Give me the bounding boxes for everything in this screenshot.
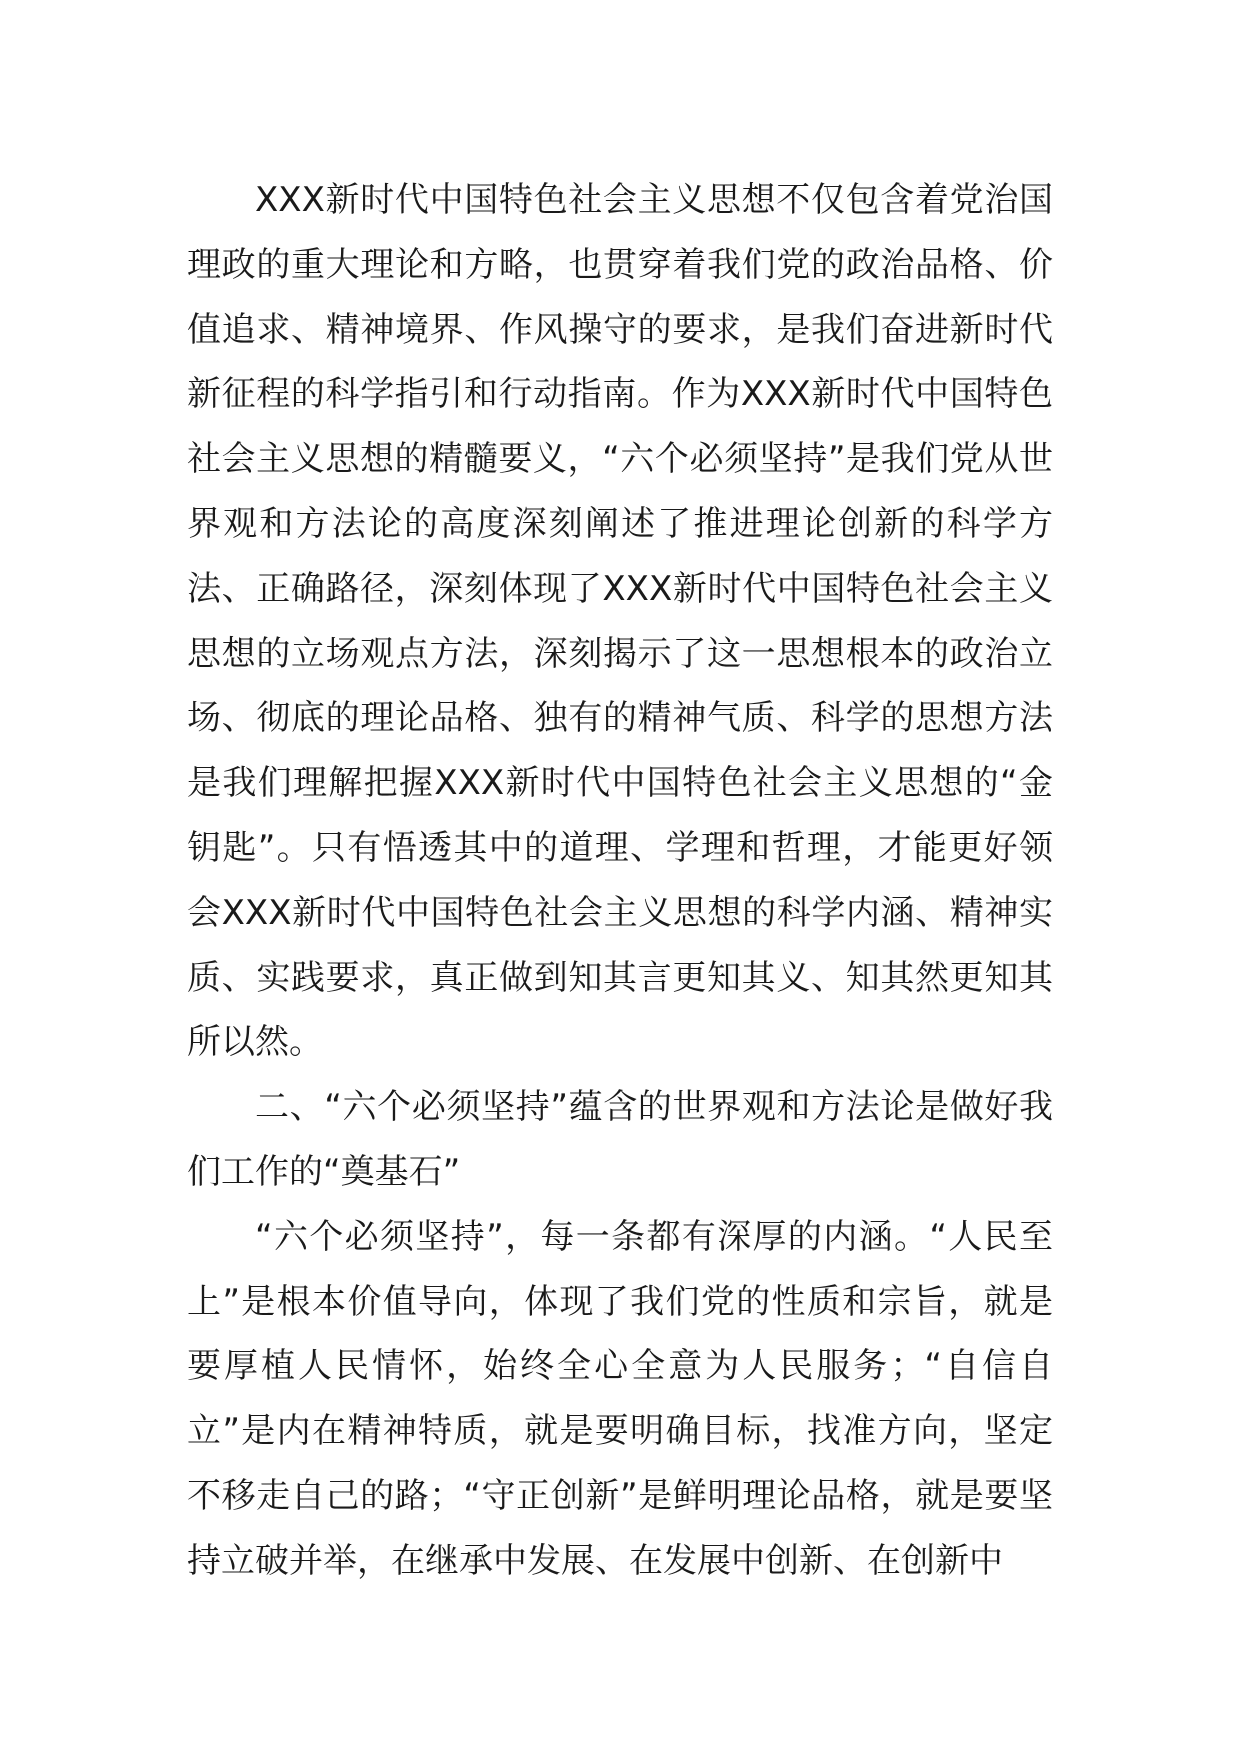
document-body [187, 168, 1053, 1594]
section-heading: 二、“六个必须坚持”蕴含的世界观和方法论是做好我们工作的“奠基石” [187, 1087, 1053, 1192]
paragraph-six-principles: “六个必须坚持”，每一条都有深厚的内涵。“人民至上”是根本价值导向，体现了我们党的性质和宗旨，就是要厚植人民情怀，始终全心全意为人民服务；“自信自立”是内在精神特质，就是要明确目标，找准方向，坚定不移走自己的路；“守正创新”是鲜明理论品格，就是要坚持立破并举，在继承中发展、在发展中创新、在创新中 [187, 1216, 1053, 1581]
paragraph-intro: XXX新时代中国特色社会主义思想不仅包含着党治国理政的重大理论和方略，也贯穿着我们党的政治品格、价值追求、精神境界、作风操守的要求，是我们奋进新时代新征程的科学指引和行动指南。作为XXX新时代中国特色社会主义思想的精髓要义，“六个必须坚持”是我们党从世界观和方法论的高度深刻阐述了推进理论创新的科学方法、正确路径，深刻体现了XXX新时代中国特色社会主义思想的立场观点方法，深刻揭示了这一思想根本的政治立场、彻底的理论品格、独有的精神气质、科学的思想方法是我们理解把握XXX新时代中国特色社会主义思想的“金钥匙”。只有悟透其中的道理、学理和哲理，才能更好领会XXX新时代中国特色社会主义思想的科学内涵、精神实质、实践要求，真正做到知其言更知其义、知其然更知其所以然。 [187, 180, 1053, 1063]
